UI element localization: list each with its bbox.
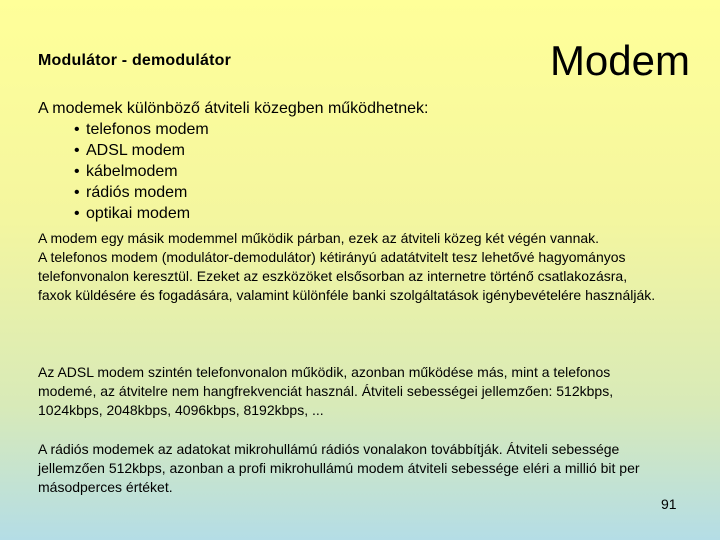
paragraph-text: Az ADSL modem szintén telefonvonalon működik, azonban működése más, mint a telefonos modemé, az átvitelre nem hangfrekvenciát használ. Átviteli sebességei jellemzően: 512kbps, 1024kbps, 2048kbps, 4096kbps, 8192kbps, ... [38,364,614,418]
list-item-label: telefonos modem [86,121,209,138]
paragraph-adsl-modem [38,363,658,420]
slide-subtitle: Modulátor - demodulátor [38,52,232,69]
list-item-label: rádiós modem [86,184,188,201]
bullet-icon: • [74,184,80,201]
paragraph-radio-modem [38,440,658,497]
modem-type-list [38,119,428,224]
list-item [38,119,428,140]
list-item-label: kábelmodem [86,163,178,180]
list-item [38,140,428,161]
list-item-label: optikai modem [86,205,191,222]
bullet-icon: • [74,163,80,180]
list-item [38,203,428,224]
intro-text: A modemek különböző átviteli közegben működhetnek: [38,100,429,117]
slide-title: Modem [549,37,690,84]
bullet-icon: • [74,205,80,222]
bullet-icon: • [74,121,80,138]
intro-section [38,99,428,224]
list-item-label: ADSL modem [86,142,185,159]
paragraph-telephone-modem [38,229,658,305]
bullet-icon: • [74,142,80,159]
paragraph-text: A modem egy másik modemmel működik párban, ezek az átviteli közeg két végén vannak. A telefonos modem (modulátor-demodulátor) kétirányú adatátvitelt tesz lehetővé hagyományos telefonvonalon keresztül. Ezeket az eszközöket elsősorban az internetre történő csatlakozásra, faxok küldésére és fogadására, valamint különféle banki szolgáltatások igénybevételére használják. [38,230,656,303]
list-item [38,182,428,203]
page-number: 91 [661,496,677,512]
list-item [38,161,428,182]
paragraph-text: A rádiós modemek az adatokat mikrohullámú rádiós vonalakon továbbítják. Átviteli sebessége jellemzően 512kbps, azonban a profi mikrohullámú modem átviteli sebessége eléri a millió bit per másodperces értéket. [38,441,640,495]
